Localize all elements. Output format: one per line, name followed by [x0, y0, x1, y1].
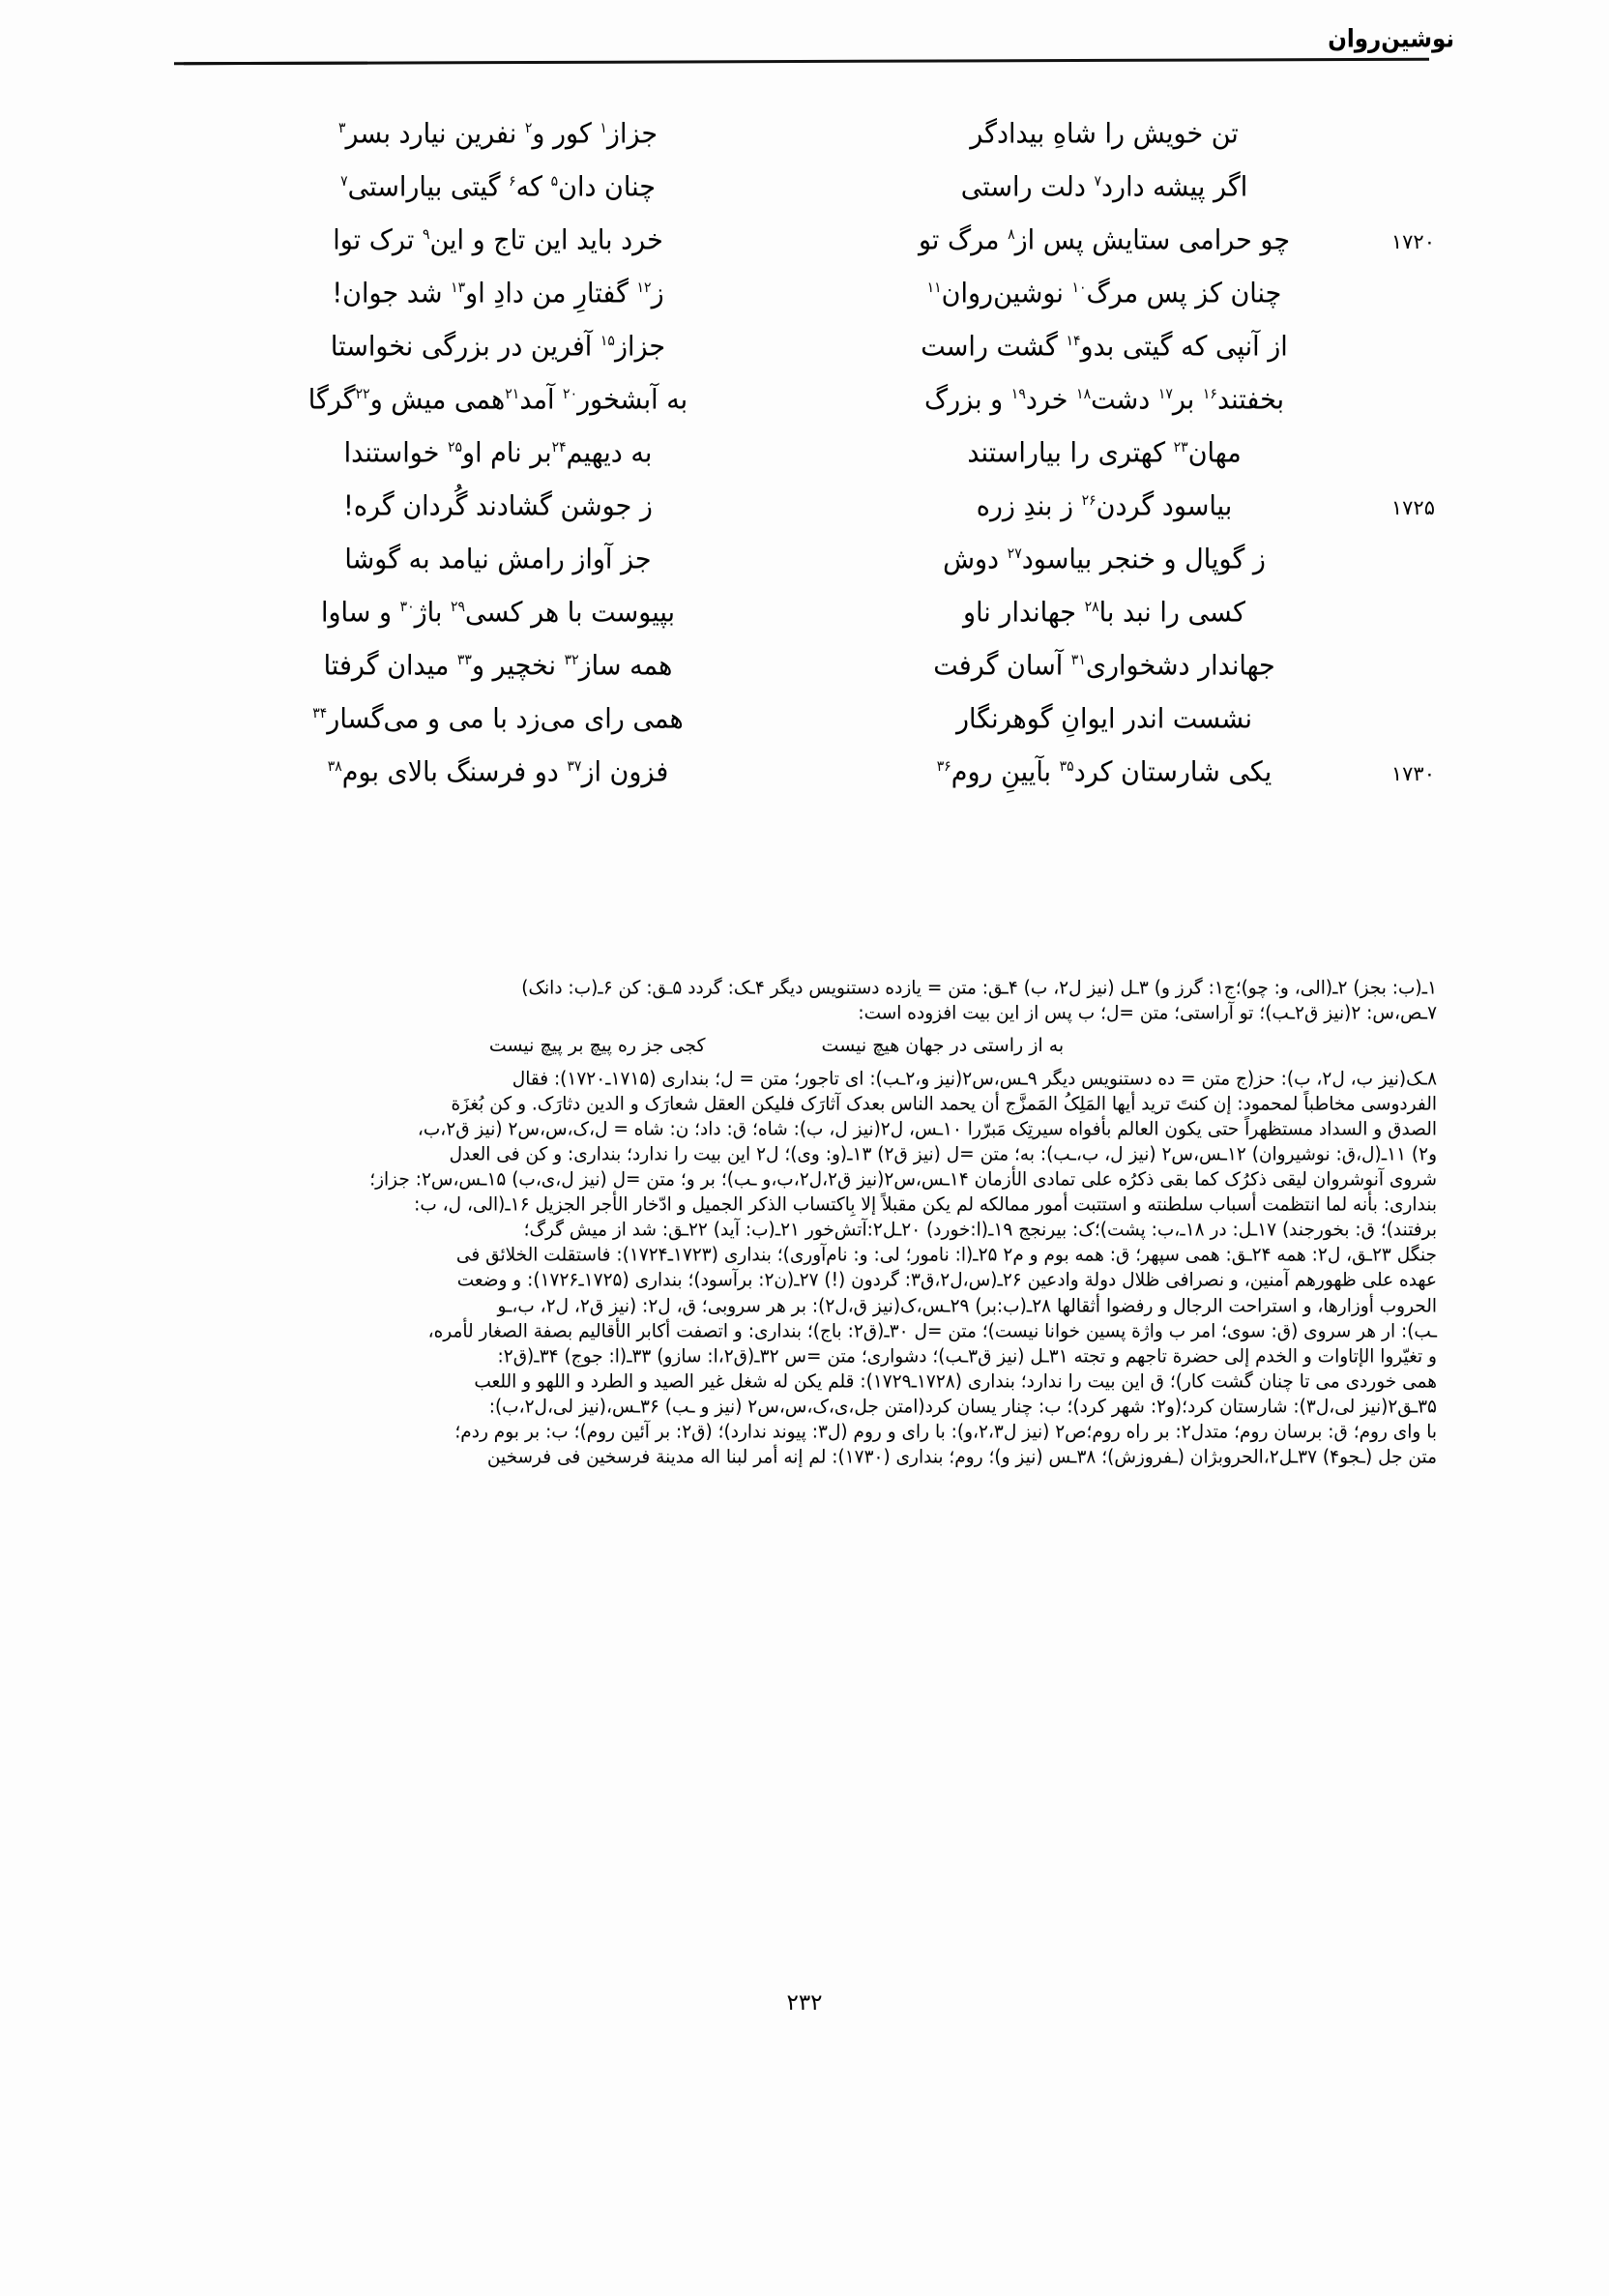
hemistich-right: یکی شارستان کرد$^{۳۵}$ بآیینِ روم$^{۳۶}$: [936, 756, 1273, 788]
apparatus-head-lines: [174, 977, 1437, 1025]
running-head-title: نوشین‌روان: [1328, 25, 1454, 54]
inserted-verse-left: کجی جز ره پیچ بر پیچ نیست: [488, 1035, 706, 1057]
verse-line-number: ۱۷۲۰: [1390, 230, 1435, 253]
hemistich-right: چنان کز پس مرگ$^{۱۰}$ نوشین‌روان$^{۱۱}$: [926, 278, 1282, 309]
apparatus-line: همی خوردی می تا چنان گشت کار)؛ ق این بیت را ندارد؛ بنداری (۱۷۲۸ـ۱۷۲۹): قلم یکن له شغل غیر الصید و الطرد و اللهو و اللعب: [474, 1370, 1437, 1393]
apparatus-line: برفتند)؛ ق: بخورجند) ۱۷ـل: در ۱۸ـ،ب: پشت)؛ک: بیرنجج ۱۹ـ(ا:خورد) ۲۰ـل۲:آتش‌خور ۲۱ـ(ب: آید) ۲۲ـق: شد از میش گرگ؛: [523, 1220, 1437, 1242]
verse-block: [208, 118, 1435, 809]
hemistich-right: نشست اندر ایوانِ گوهرنگار: [955, 703, 1253, 735]
hemistich-right: ز گوپال و خنجر بیاسود$^{۲۷}$ دوش: [943, 544, 1266, 575]
hemistich-right: از آنپی که گیتی بدو$^{۱۴}$ گشت راست: [921, 331, 1288, 363]
hemistich-left: فزون از$^{۳۷}$ دو فرسنگ بالای بوم$^{۳۸}$: [327, 756, 669, 788]
hemistich-left: جزاز$^{۱۵}$ آفرین در بزرگی نخواستا: [330, 331, 666, 363]
apparatus-line: شروی آنوشروان لیقی ذکرُک کما بقی ذکرُه علی تمادی الأزمان ۱۴ـس،س۲(نیز ق۲،ل۲،ب،و ـب)؛ بر و؛ متن =ل (نیز ل،ی،ب) ۱۵ـس،س۲: جزاز؛: [369, 1169, 1437, 1192]
hemistich-left: خرد باید این تاج و این$^۹$ ترک توا: [333, 224, 663, 256]
verse-row: [208, 118, 1435, 171]
apparatus-line: الصدق و السداد مستظهراً حتی یکون العالم بأفواه سیرتِک مَبرّرا ۱۰ـس، ل۲(نیز ل، ب): شاه؛ ق: داد؛ ن: شاه = ل،ک،س،س۲ (نیز ق۲،ب،: [417, 1119, 1437, 1141]
hemistich-left: به آبشخور$^{۲۰}$ آمد$^{۲۱}$همی میش و$^{۲۲}$گرگا: [307, 384, 688, 416]
hemistich-left: جزاز$^۱$ کور و$^۲$ نفرین نیارد بسر$^۳$: [337, 118, 658, 150]
verse-row: [208, 384, 1435, 437]
verse-row: [208, 278, 1435, 331]
apparatus-line: و۲) ۱۱ـ(ل،ق: نوشیروان) ۱۲ـس،س۲ (نیز ل، ب،ـب): به؛ متن =ل (نیز ق۲) ۱۳ـ(و: وی)؛ ل۲ این بیت را ندارد؛ بنداری: و کن فی العدل: [449, 1144, 1437, 1166]
apparatus-line: الحروب أوزارها، و استراحت الرجال و رفضوا أثقالها ۲۸ـ(ب:بر) ۲۹ـس،ک(نیز ق،ل۲): بر هر سروبی؛ ق، ل۲: (نیز ق۲، ل۲، ب،ـو: [497, 1295, 1437, 1317]
page-number: ۲۳۲: [786, 1990, 823, 2016]
verse-row: [208, 331, 1435, 384]
hemistich-right: اگر پیشه دارد$^۷$ دلت راستی: [960, 171, 1248, 203]
apparatus-line: ۱ـ(ب: بجز) ۲ـ(الی، و: چو)؛ج۱: گرز و) ۳ـل (نیز ل۲، ب) ۴ـق: متن = یازده دستنویس دیگر ۴ـک: گردد ۵ـق: کن ۶ـ(ب: دانک): [521, 978, 1437, 999]
hemistich-right: جهاندار دشخواری$^{۳۱}$ آسان گرفت: [933, 650, 1275, 682]
apparatus-line: عهده علی ظهورهم آمنین، و نصرافی ظلال دولة وادعین ۲۶ـ(س،ل۲،ق۳: گردون (!) ۲۷ـ(ن۲: برآسود)؛ بنداری (۱۷۲۵ـ۱۷۲۶): و وضعت: [456, 1270, 1437, 1292]
verse-row: [208, 490, 1435, 544]
verse-row: [208, 437, 1435, 490]
hemistich-right: چو حرامی ستایش پس از$^۸$ مرگ تو: [918, 224, 1291, 256]
hemistich-right: مهان$^{۲۳}$ کهتری را بیاراستند: [967, 437, 1242, 469]
hemistich-left: همه ساز$^{۳۲}$ نخچیر و$^{۳۳}$ میدان گرفتا: [323, 650, 673, 682]
hemistich-left: همی رای می‌زد با می و می‌گسار$^{۳۴}$: [312, 703, 684, 735]
apparatus-body-lines: [174, 1068, 1437, 1469]
hemistich-right: بیاسود گردن$^{۲۶}$ ز بندِ زره: [976, 490, 1233, 522]
apparatus-line: ۷ـص،س: ۲(نیز ق۲ـب)؛ تو آراستی؛ متن =ل؛ ب پس از این بیت افزوده است:: [858, 1003, 1437, 1024]
apparatus-line: ۸ـک(نیز ب، ل۲، ب): حز(ج متن = ده دستنویس دیگر ۹ـس،س۲(نیز و،۲ـب): ای تاجور؛ متن = ل؛ بنداری (۱۷۱۵ـ۱۷۲۰): فقال: [512, 1069, 1437, 1090]
apparatus-line: متن جل (ـجو۴) ۳۷ـل۲،الحروبژان (ـفروزش)؛ ۳۸ـس (نیز و)؛ روم؛ بنداری (۱۷۳۰): لم إنه أمر لبنا اله مدینة فرسخین فی فرسخین: [486, 1446, 1437, 1468]
verse-row: [208, 171, 1435, 224]
hemistich-right: کسی را نبد با$^{۲۸}$ جهاندار ناو: [963, 597, 1245, 629]
hemistich-left: ز جوشن گشادند گُردان گره!: [343, 490, 653, 522]
critical-apparatus: [174, 977, 1437, 1471]
apparatus-line: با وای روم؛ ق: برسان روم؛ متدل۲: بر راه روم؛ص۲ (نیز ل۲،۳،و): با رای و روم (ل۳: پیوند ندارد)؛ (ق۲: بر آئین روم)؛ ب: بر بوم ردم؛: [454, 1421, 1437, 1443]
apparatus-line: جنگل ۲۳ـق، ل۲: همه ۲۴ـق: همی سپهر؛ ق: همه بوم و م۲ ۲۵ـ(ا: نامور؛ لی: و: نام‌آوری)؛ بنداری (۱۷۲۳ـ۱۷۲۴): فاستقلت الخلائق فی: [455, 1245, 1437, 1267]
verse-line-number: ۱۷۳۰: [1390, 762, 1435, 785]
verse-row: [208, 756, 1435, 809]
apparatus-line: بنداری: بأنه لما انتظمت أسباب سلطنته و استتبت أمور ممالکه لم یکن مقبلاً إلا بِاکتساب الذکر الجمیل و ادّخار الأجر الجزیل ۱۶ـ(الی، ل، ب:: [414, 1194, 1437, 1217]
verse-row: [208, 703, 1435, 756]
apparatus-line: ۳۵ـق۲(نیز لی،ل۳): شارستان کرد؛(و۲: شهر کرد)؛ ب: چنار یسان کرد(امتن جل،ی،ک،س،س۲ (نیز و ـب) ۳۶ـس،(نیز لی،ل۲،ب):: [488, 1396, 1437, 1418]
hemistich-left: به دیهیم$^{۲۴}$بر نام او$^{۲۵}$ خواستندا: [343, 437, 653, 469]
apparatus-line: الفردوسی مخاطباً لمحمود: إن کنتَ ترید أیها المَلِکُ المَمزَّج أن یحمد الناس بعدک آثارَک فلیکن العقل شعارَک و الدین دثارَک. و کن بُغزَة: [451, 1094, 1437, 1116]
apparatus-inserted-verse: [174, 1035, 1437, 1056]
apparatus-line: ـب): ار هر سروی (ق: سوی؛ امر ب واژة پسین خوانا نیست)؛ متن =ل ۳۰ـ(ق۲: باج)؛ بنداری: و اتصفت أکابر الأقالیم بصفة الصغار لأمره،: [427, 1320, 1437, 1342]
inserted-verse-right: به از راستی در جهان هیچ نیست: [821, 1035, 1065, 1057]
verse-row: [208, 650, 1435, 703]
hemistich-left: چنان دان$^۵$ که$^۶$ گیتی بیاراستی$^۷$: [340, 171, 656, 203]
verse-row: [208, 544, 1435, 597]
apparatus-line: و تغیّروا الإتاوات و الخدم إلی حضرة تاجهم و تجته ۳۱ـل (نیز ق۳ـب)؛ دشواری؛ متن =س ۳۲ـ(ق۲،ا: سازو) ۳۳ـ(ا: جوج) ۳۴ـ(ق۲:: [497, 1345, 1437, 1368]
hemistich-right: بخفتند$^{۱۶}$ بر$^{۱۷}$ دشت$^{۱۸}$ خرد$^{۱۹}$ و بزرگ: [923, 384, 1285, 416]
hemistich-left: جز آواز رامش نیامد به گوشا: [344, 544, 652, 575]
verse-row: [208, 224, 1435, 278]
hemistich-right: تن خویش را شاهِ بیدادگر: [970, 118, 1239, 150]
verse-line-number: ۱۷۲۵: [1390, 496, 1435, 519]
hemistich-left: بپیوست با هر کسی$^{۲۹}$ باژ$^{۳۰}$ و ساوا: [320, 597, 676, 629]
hemistich-left: ز$^{۱۲}$ گفتارِ من دادِ او$^{۱۳}$ شد جوان!: [332, 278, 664, 309]
verse-row: [208, 597, 1435, 650]
